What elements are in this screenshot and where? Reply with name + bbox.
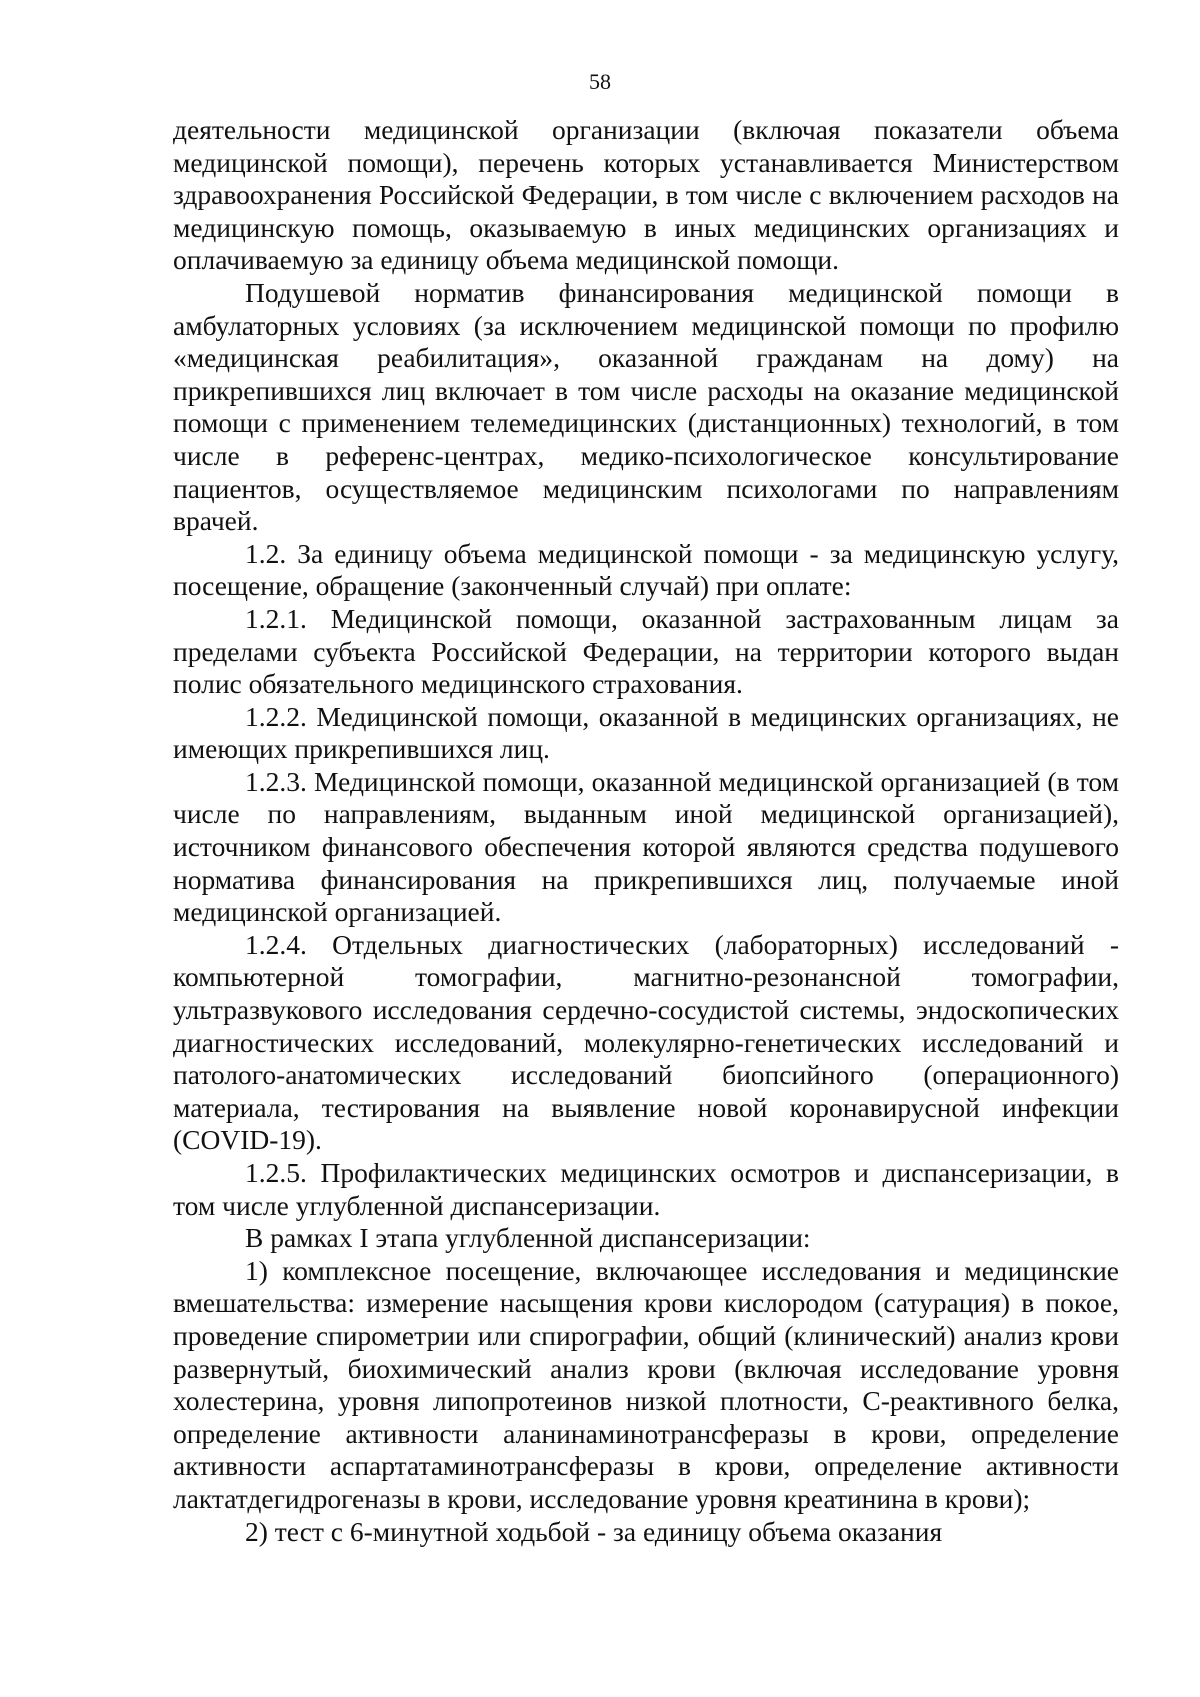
paragraph-1-2: 1.2. За единицу объема медицинской помощи - за медицинскую услугу, посещение, обращение (законченный случай) при оплате: — [173, 537, 1119, 602]
paragraph-1-2-4: 1.2.4. Отдельных диагностических (лабораторных) исследований - компьютерной томографии, магнитно-резонансной томографии, ультразвукового исследования сердечно-сосудистой системы, эндоскопических диагностических исследований, молекулярно-генетических исследований и патолого-анатомических исследований биопсийного (операционного) материала, тестирования на выявление новой коронавирусной инфекции (COVID-19). — [173, 928, 1119, 1156]
paragraph-1-2-2: 1.2.2. Медицинской помощи, оказанной в медицинских организациях, не имеющих прикрепившихся лиц. — [173, 700, 1119, 765]
page-number: 58 — [589, 69, 611, 94]
paragraph-1-2-5: 1.2.5. Профилактических медицинских осмотров и диспансеризации, в том числе углубленной диспансеризации. — [173, 1157, 1119, 1221]
paragraph-per-capita-norm: Подушевой норматив финансирования медицинской помощи в амбулаторных условиях (за исключением медицинской помощи по профилю «медицинская реабилитация», оказанной гражданам на дому) на прикрепившихся лиц включает в том числе расходы на оказание медицинской помощи с применением телемедицинских (дистанционных) технологий, в том числе в референс-центрах, медико-психологическое консультирование пациентов, осуществляемое медицинским психологами по направлениям врачей. — [173, 276, 1119, 537]
list-item-2: 2) тест с 6-минутной ходьбой - за единицу объема оказания — [245, 1515, 943, 1547]
paragraph-1-2-3: 1.2.3. Медицинской помощи, оказанной медицинской организацией (в том числе по направлениям, выданным иной медицинской организацией), источником финансового обеспечения которой являются средства подушевого норматива финансирования на прикрепившихся лиц, получаемые иной медицинской организацией. — [173, 765, 1119, 928]
paragraph-continuation: деятельности медицинской организации (включая показатели объема медицинской помощи), перечень которых устанавливается Министерством здравоохранения Российской Федерации, в том числе с включением расходов на медицинскую помощь, оказываемую в иных медицинских организациях и оплачиваемую за единицу объема медицинской помощи. — [173, 114, 1119, 276]
list-item-1: 1) комплексное посещение, включающее исследования и медицинские вмешательства: измерение насыщения крови кислородом (сатурация) в покое, проведение спирометрии или спирографии, общий (клинический) анализ крови развернутый, биохимический анализ крови (включая исследование уровня холестерина, уровня липопротеинов низкой плотности, С-реактивного белка, определение активности аланинаминотрансферазы в крови, определение активности аспартатаминотрансферазы в крови, определение активности лактатдегидрогеназы в крови, исследование уровня креатинина в крови); — [173, 1254, 1119, 1514]
paragraph-1-2-1: 1.2.1. Медицинской помощи, оказанной застрахованным лицам за пределами субъекта Российской Федерации, на территории которого выдан полис обязательного медицинского страхования. — [173, 602, 1119, 700]
document-body — [173, 114, 1119, 1548]
paragraph-stage-one-intro: В рамках I этапа углубленной диспансеризации: — [245, 1222, 811, 1254]
